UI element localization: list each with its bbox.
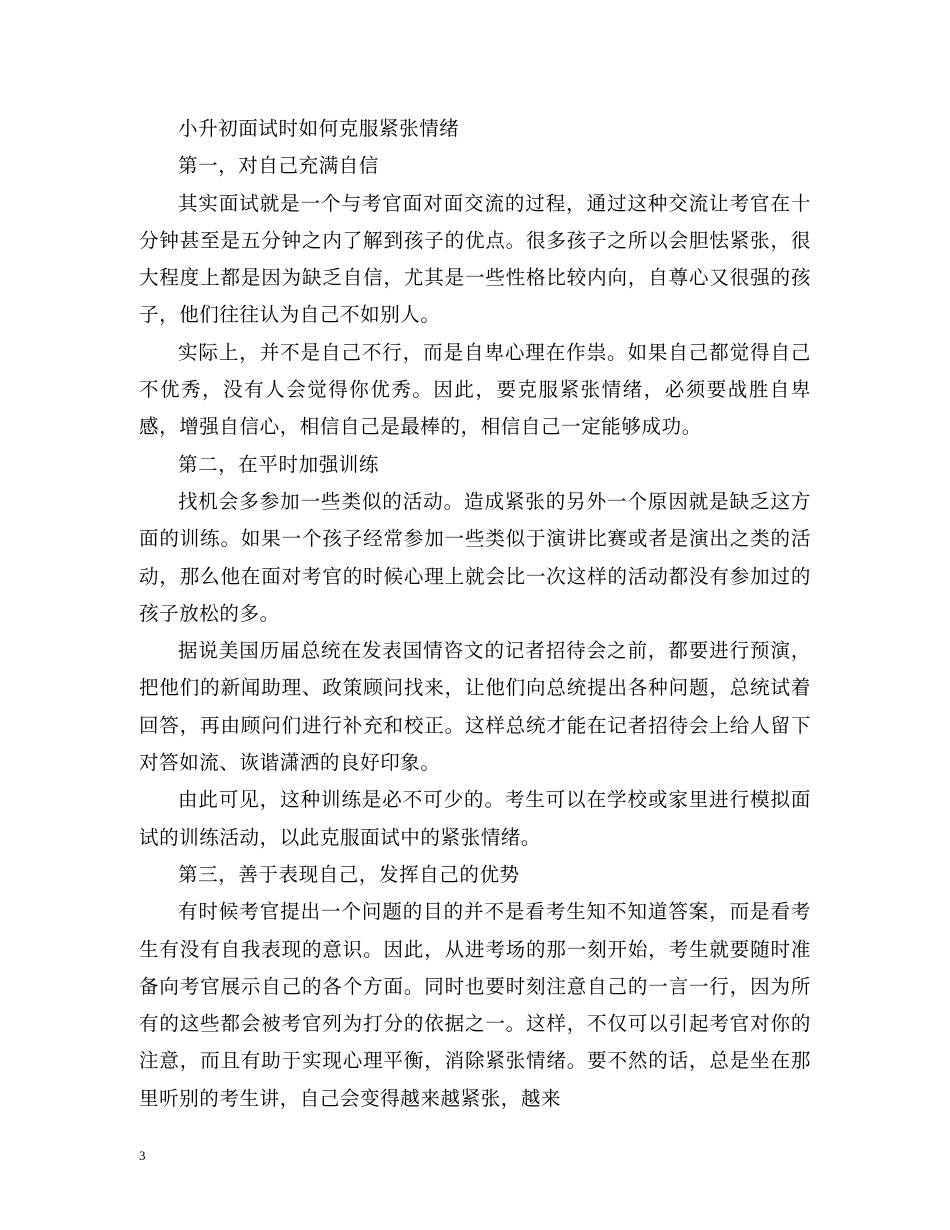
body-paragraph: 据说美国历届总统在发表国情咨文的记者招待会之前，都要进行预演，把他们的新闻助理、政策顾问找来，让他们向总统提出各种问题，总统试着回答，再由顾问们进行补充和校正。这样总统才能在记者招待会上给人留下对答如流、诙谐潇洒的良好印象。 [139, 639, 811, 775]
section-heading-3: 第三，善于表现自己，发挥自己的优势 [178, 862, 520, 886]
body-paragraph: 其实面试就是一个与考官面对面交流的过程，通过这种交流让考官在十分钟甚至是五分钟之内了解到孩子的优点。很多孩子之所以会胆怯紧张，很大程度上都是因为缺乏自信，尤其是一些性格比较内向，自尊心又很强的孩子，他们往往认为自己不如别人。 [139, 191, 811, 327]
body-paragraph: 找机会多参加一些类似的活动。造成紧张的另外一个原因就是缺乏这方面的训练。如果一个孩子经常参加一些类似于演讲比赛或者是演出之类的活动，那么他在面对考官的时候心理上就会比一次这样的活动都没有参加过的孩子放松的多。 [139, 489, 811, 625]
page-number: 3 [139, 1148, 146, 1163]
body-paragraph: 实际上，并不是自己不行，而是自卑心理在作祟。如果自己都觉得自己不优秀，没有人会觉得你优秀。因此，要克服紧张情绪，必须要战胜自卑感，增强自信心，相信自己是最棒的，相信自己一定能够成功。 [139, 340, 811, 439]
section-heading-1: 第一，对自己充满自信 [178, 154, 380, 178]
document-title: 小升初面试时如何克服紧张情绪 [178, 117, 460, 140]
body-paragraph: 有时候考官提出一个问题的目的并不是看考生知不知道答案，而是看考生有没有自我表现的意识。因此，从进考场的那一刻开始，考生就要随时准备向考官展示自己的各个方面。同时也要时刻注意自己的一言一行，因为所有的这些都会被考官列为打分的依据之一。这样，不仅可以引起考官对你的注意，而且有助于实现心理平衡，消除紧张情绪。要不然的话，总是坐在那里听别的考生讲，自己会变得越来越紧张，越来 [139, 900, 811, 1110]
body-paragraph: 由此可见，这种训练是必不可少的。考生可以在学校或家里进行模拟面试的训练活动，以此克服面试中的紧张情绪。 [139, 788, 811, 849]
section-heading-2: 第二，在平时加强训练 [178, 452, 380, 476]
document-body [139, 110, 811, 1117]
